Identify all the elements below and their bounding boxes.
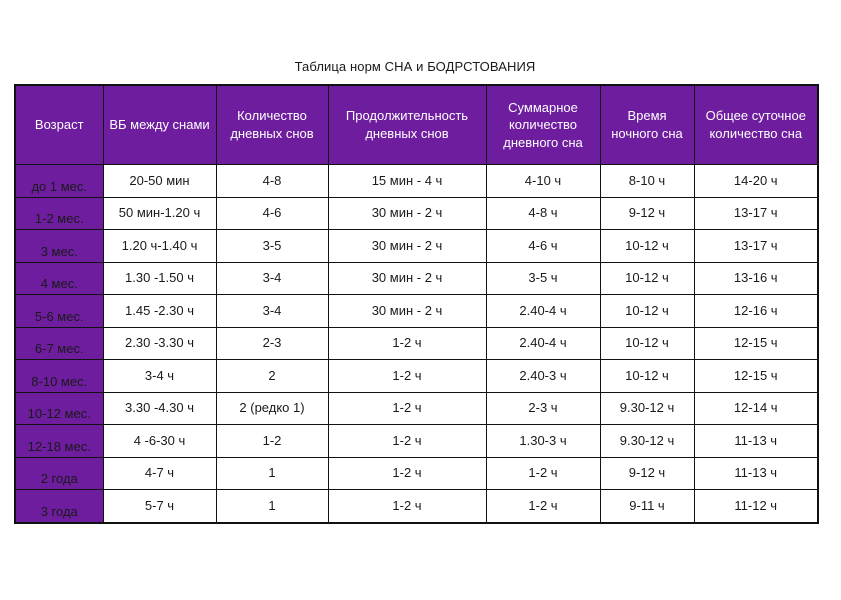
cell-age: 1-2 мес.: [15, 197, 103, 230]
cell-age: 4 мес.: [15, 262, 103, 295]
cell-night-sleep: 10-12 ч: [600, 230, 694, 263]
cell-night-sleep: 10-12 ч: [600, 295, 694, 328]
cell-total-day-sleep: 2.40-3 ч: [486, 360, 600, 393]
header-night-sleep: Время ночного сна: [600, 85, 694, 165]
cell-wake-window: 1.20 ч-1.40 ч: [103, 230, 216, 263]
table-row: [15, 360, 818, 393]
table-row: [15, 425, 818, 458]
cell-total-daily-sleep: 11-13 ч: [694, 425, 818, 458]
cell-wake-window: 1.30 -1.50 ч: [103, 262, 216, 295]
cell-nap-duration: 1-2 ч: [328, 457, 486, 490]
cell-total-daily-sleep: 13-16 ч: [694, 262, 818, 295]
cell-nap-count: 1-2: [216, 425, 328, 458]
cell-total-daily-sleep: 12-15 ч: [694, 327, 818, 360]
cell-nap-count: 1: [216, 490, 328, 523]
page-title: Таблица норм СНА и БОДРСТОВАНИЯ: [294, 59, 536, 74]
cell-total-daily-sleep: 11-12 ч: [694, 490, 818, 523]
cell-total-day-sleep: 4-6 ч: [486, 230, 600, 263]
cell-wake-window: 5-7 ч: [103, 490, 216, 523]
cell-nap-count: 2-3: [216, 327, 328, 360]
cell-nap-duration: 1-2 ч: [328, 425, 486, 458]
cell-wake-window: 2.30 -3.30 ч: [103, 327, 216, 360]
cell-age: 3 мес.: [15, 230, 103, 263]
header-total-day-sleep: Суммарное количество дневного сна: [486, 85, 600, 165]
cell-nap-count: 4-8: [216, 165, 328, 198]
cell-nap-duration: 30 мин - 2 ч: [328, 295, 486, 328]
table-row: [15, 230, 818, 263]
table-row: [15, 165, 818, 198]
cell-age: 2 года: [15, 457, 103, 490]
cell-wake-window: 20-50 мин: [103, 165, 216, 198]
cell-nap-duration: 30 мин - 2 ч: [328, 197, 486, 230]
table-row: [15, 490, 818, 523]
header-nap-duration: Продолжительность дневных снов: [328, 85, 486, 165]
cell-nap-duration: 1-2 ч: [328, 490, 486, 523]
cell-nap-count: 3-4: [216, 295, 328, 328]
cell-night-sleep: 10-12 ч: [600, 360, 694, 393]
sleep-norms-table: [14, 84, 819, 524]
cell-age: 10-12 мес.: [15, 392, 103, 425]
table-row: [15, 392, 818, 425]
cell-wake-window: 4-7 ч: [103, 457, 216, 490]
table-row: [15, 295, 818, 328]
cell-nap-count: 3-5: [216, 230, 328, 263]
table-row: [15, 327, 818, 360]
cell-wake-window: 50 мин-1.20 ч: [103, 197, 216, 230]
cell-total-daily-sleep: 12-14 ч: [694, 392, 818, 425]
cell-nap-duration: 1-2 ч: [328, 327, 486, 360]
cell-nap-count: 4-6: [216, 197, 328, 230]
cell-total-daily-sleep: 13-17 ч: [694, 230, 818, 263]
cell-total-day-sleep: 3-5 ч: [486, 262, 600, 295]
cell-age: 3 года: [15, 490, 103, 523]
cell-total-day-sleep: 2.40-4 ч: [486, 327, 600, 360]
cell-age: 5-6 мес.: [15, 295, 103, 328]
header-wake-window: ВБ между снами: [103, 85, 216, 165]
table-header: [15, 85, 818, 165]
table-row: [15, 457, 818, 490]
cell-night-sleep: 10-12 ч: [600, 262, 694, 295]
cell-night-sleep: 9.30-12 ч: [600, 392, 694, 425]
cell-wake-window: 1.45 -2.30 ч: [103, 295, 216, 328]
table-body: [15, 165, 818, 523]
cell-night-sleep: 8-10 ч: [600, 165, 694, 198]
cell-total-day-sleep: 2-3 ч: [486, 392, 600, 425]
cell-total-day-sleep: 1-2 ч: [486, 490, 600, 523]
header-nap-count: Количество дневных снов: [216, 85, 328, 165]
cell-nap-duration: 15 мин - 4 ч: [328, 165, 486, 198]
cell-total-day-sleep: 4-8 ч: [486, 197, 600, 230]
cell-night-sleep: 9-12 ч: [600, 457, 694, 490]
cell-nap-count: 1: [216, 457, 328, 490]
cell-nap-duration: 1-2 ч: [328, 392, 486, 425]
cell-total-daily-sleep: 11-13 ч: [694, 457, 818, 490]
cell-total-daily-sleep: 12-16 ч: [694, 295, 818, 328]
table-row: [15, 262, 818, 295]
cell-night-sleep: 10-12 ч: [600, 327, 694, 360]
header-age: Возраст: [15, 85, 103, 165]
cell-nap-count: 3-4: [216, 262, 328, 295]
header-total-daily-sleep: Общее суточное количество сна: [694, 85, 818, 165]
cell-total-daily-sleep: 13-17 ч: [694, 197, 818, 230]
cell-total-day-sleep: 2.40-4 ч: [486, 295, 600, 328]
cell-age: 8-10 мес.: [15, 360, 103, 393]
cell-total-day-sleep: 1-2 ч: [486, 457, 600, 490]
cell-nap-duration: 1-2 ч: [328, 360, 486, 393]
cell-nap-count: 2 (редко 1): [216, 392, 328, 425]
table-row: [15, 197, 818, 230]
cell-total-daily-sleep: 12-15 ч: [694, 360, 818, 393]
cell-age: до 1 мес.: [15, 165, 103, 198]
cell-total-daily-sleep: 14-20 ч: [694, 165, 818, 198]
cell-night-sleep: 9-11 ч: [600, 490, 694, 523]
cell-wake-window: 4 -6-30 ч: [103, 425, 216, 458]
cell-night-sleep: 9-12 ч: [600, 197, 694, 230]
cell-night-sleep: 9.30-12 ч: [600, 425, 694, 458]
cell-age: 6-7 мес.: [15, 327, 103, 360]
cell-wake-window: 3-4 ч: [103, 360, 216, 393]
cell-age: 12-18 мес.: [15, 425, 103, 458]
cell-total-day-sleep: 4-10 ч: [486, 165, 600, 198]
cell-nap-duration: 30 мин - 2 ч: [328, 262, 486, 295]
cell-wake-window: 3.30 -4.30 ч: [103, 392, 216, 425]
cell-nap-duration: 30 мин - 2 ч: [328, 230, 486, 263]
header-row: [15, 85, 818, 165]
cell-nap-count: 2: [216, 360, 328, 393]
cell-total-day-sleep: 1.30-3 ч: [486, 425, 600, 458]
